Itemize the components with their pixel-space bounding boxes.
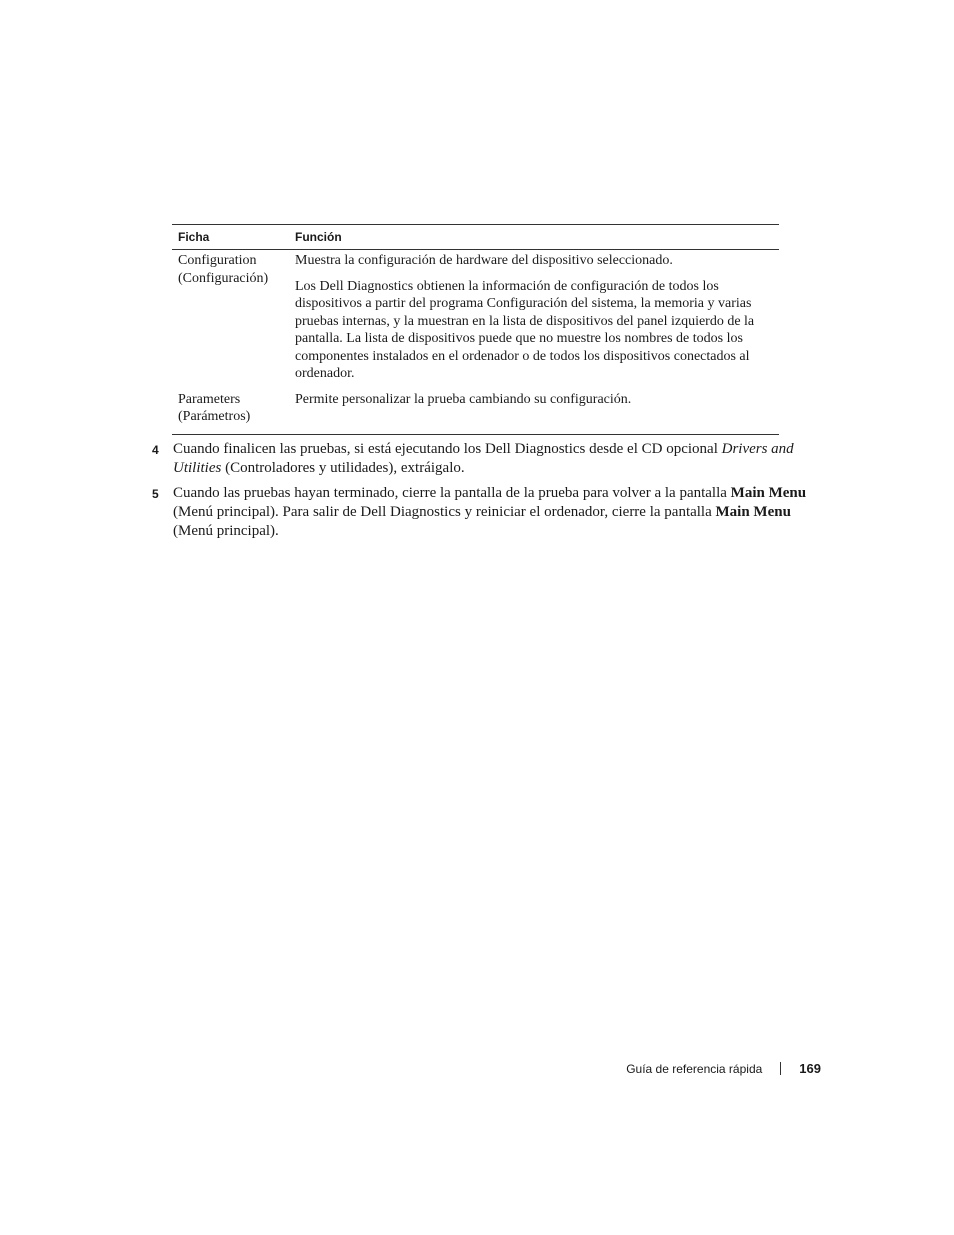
step-4 <box>152 440 812 478</box>
function-text: Los Dell Diagnostics obtienen la información de configuración de todos los dispositivos a partir del programa Configuración del sistema, la memoria y varias pruebas internas, y la muestran en la lista de dispositivos del panel izquierdo de la pantalla. La lista de dispositivos puede que no muestre los nombres de todos los componentes instalados en el ordenador o de todos los dispositivos conectados al ordenador. <box>295 278 755 381</box>
step-5 <box>152 484 812 541</box>
step-text: Cuando finalicen las pruebas, si está ejecutando los Dell Diagnostics desde el CD opcional Drivers and Utilities (Controladores y utilidades), extráigalo. <box>173 441 794 476</box>
step-number: 4 <box>152 443 159 457</box>
tab-name-line: Configuration <box>178 253 257 268</box>
menu-name: Main Menu <box>730 485 807 501</box>
header-ficha: Ficha <box>178 230 210 244</box>
table-row <box>172 387 779 434</box>
tab-name-line: (Parámetros) <box>178 409 251 424</box>
tab-name-cell <box>172 389 295 426</box>
function-cell <box>295 250 779 383</box>
function-text: Permite personalizar la prueba cambiando su configuración. <box>295 391 632 407</box>
table-bottom-rule <box>172 434 779 435</box>
header-funcion: Función <box>295 230 342 244</box>
function-text: Muestra la configuración de hardware del dispositivo seleccionado. <box>295 253 673 268</box>
step-text: Cuando las pruebas hayan terminado, cierre la pantalla de la prueba para volver a la pantalla Main Menu (Menú principal). Para salir de Dell Diagnostics y reiniciar el ordenador, cierre la pantalla Main Menu (Menú principal). <box>173 485 807 539</box>
function-table <box>172 224 779 435</box>
page-number: 169 <box>799 1061 821 1076</box>
menu-name: Main Menu <box>715 504 791 520</box>
table-header <box>172 225 779 249</box>
product-name: Drivers and Utilities <box>173 441 794 476</box>
function-cell <box>295 389 779 426</box>
page-footer <box>626 1061 821 1076</box>
footer-title: Guía de referencia rápida <box>626 1061 763 1076</box>
tab-name-line: Parameters <box>178 391 241 407</box>
tab-name-cell <box>172 250 295 383</box>
step-number: 5 <box>152 487 159 501</box>
footer-separator <box>780 1062 781 1075</box>
tab-name-line: (Configuración) <box>178 270 269 286</box>
table-row <box>172 250 779 387</box>
